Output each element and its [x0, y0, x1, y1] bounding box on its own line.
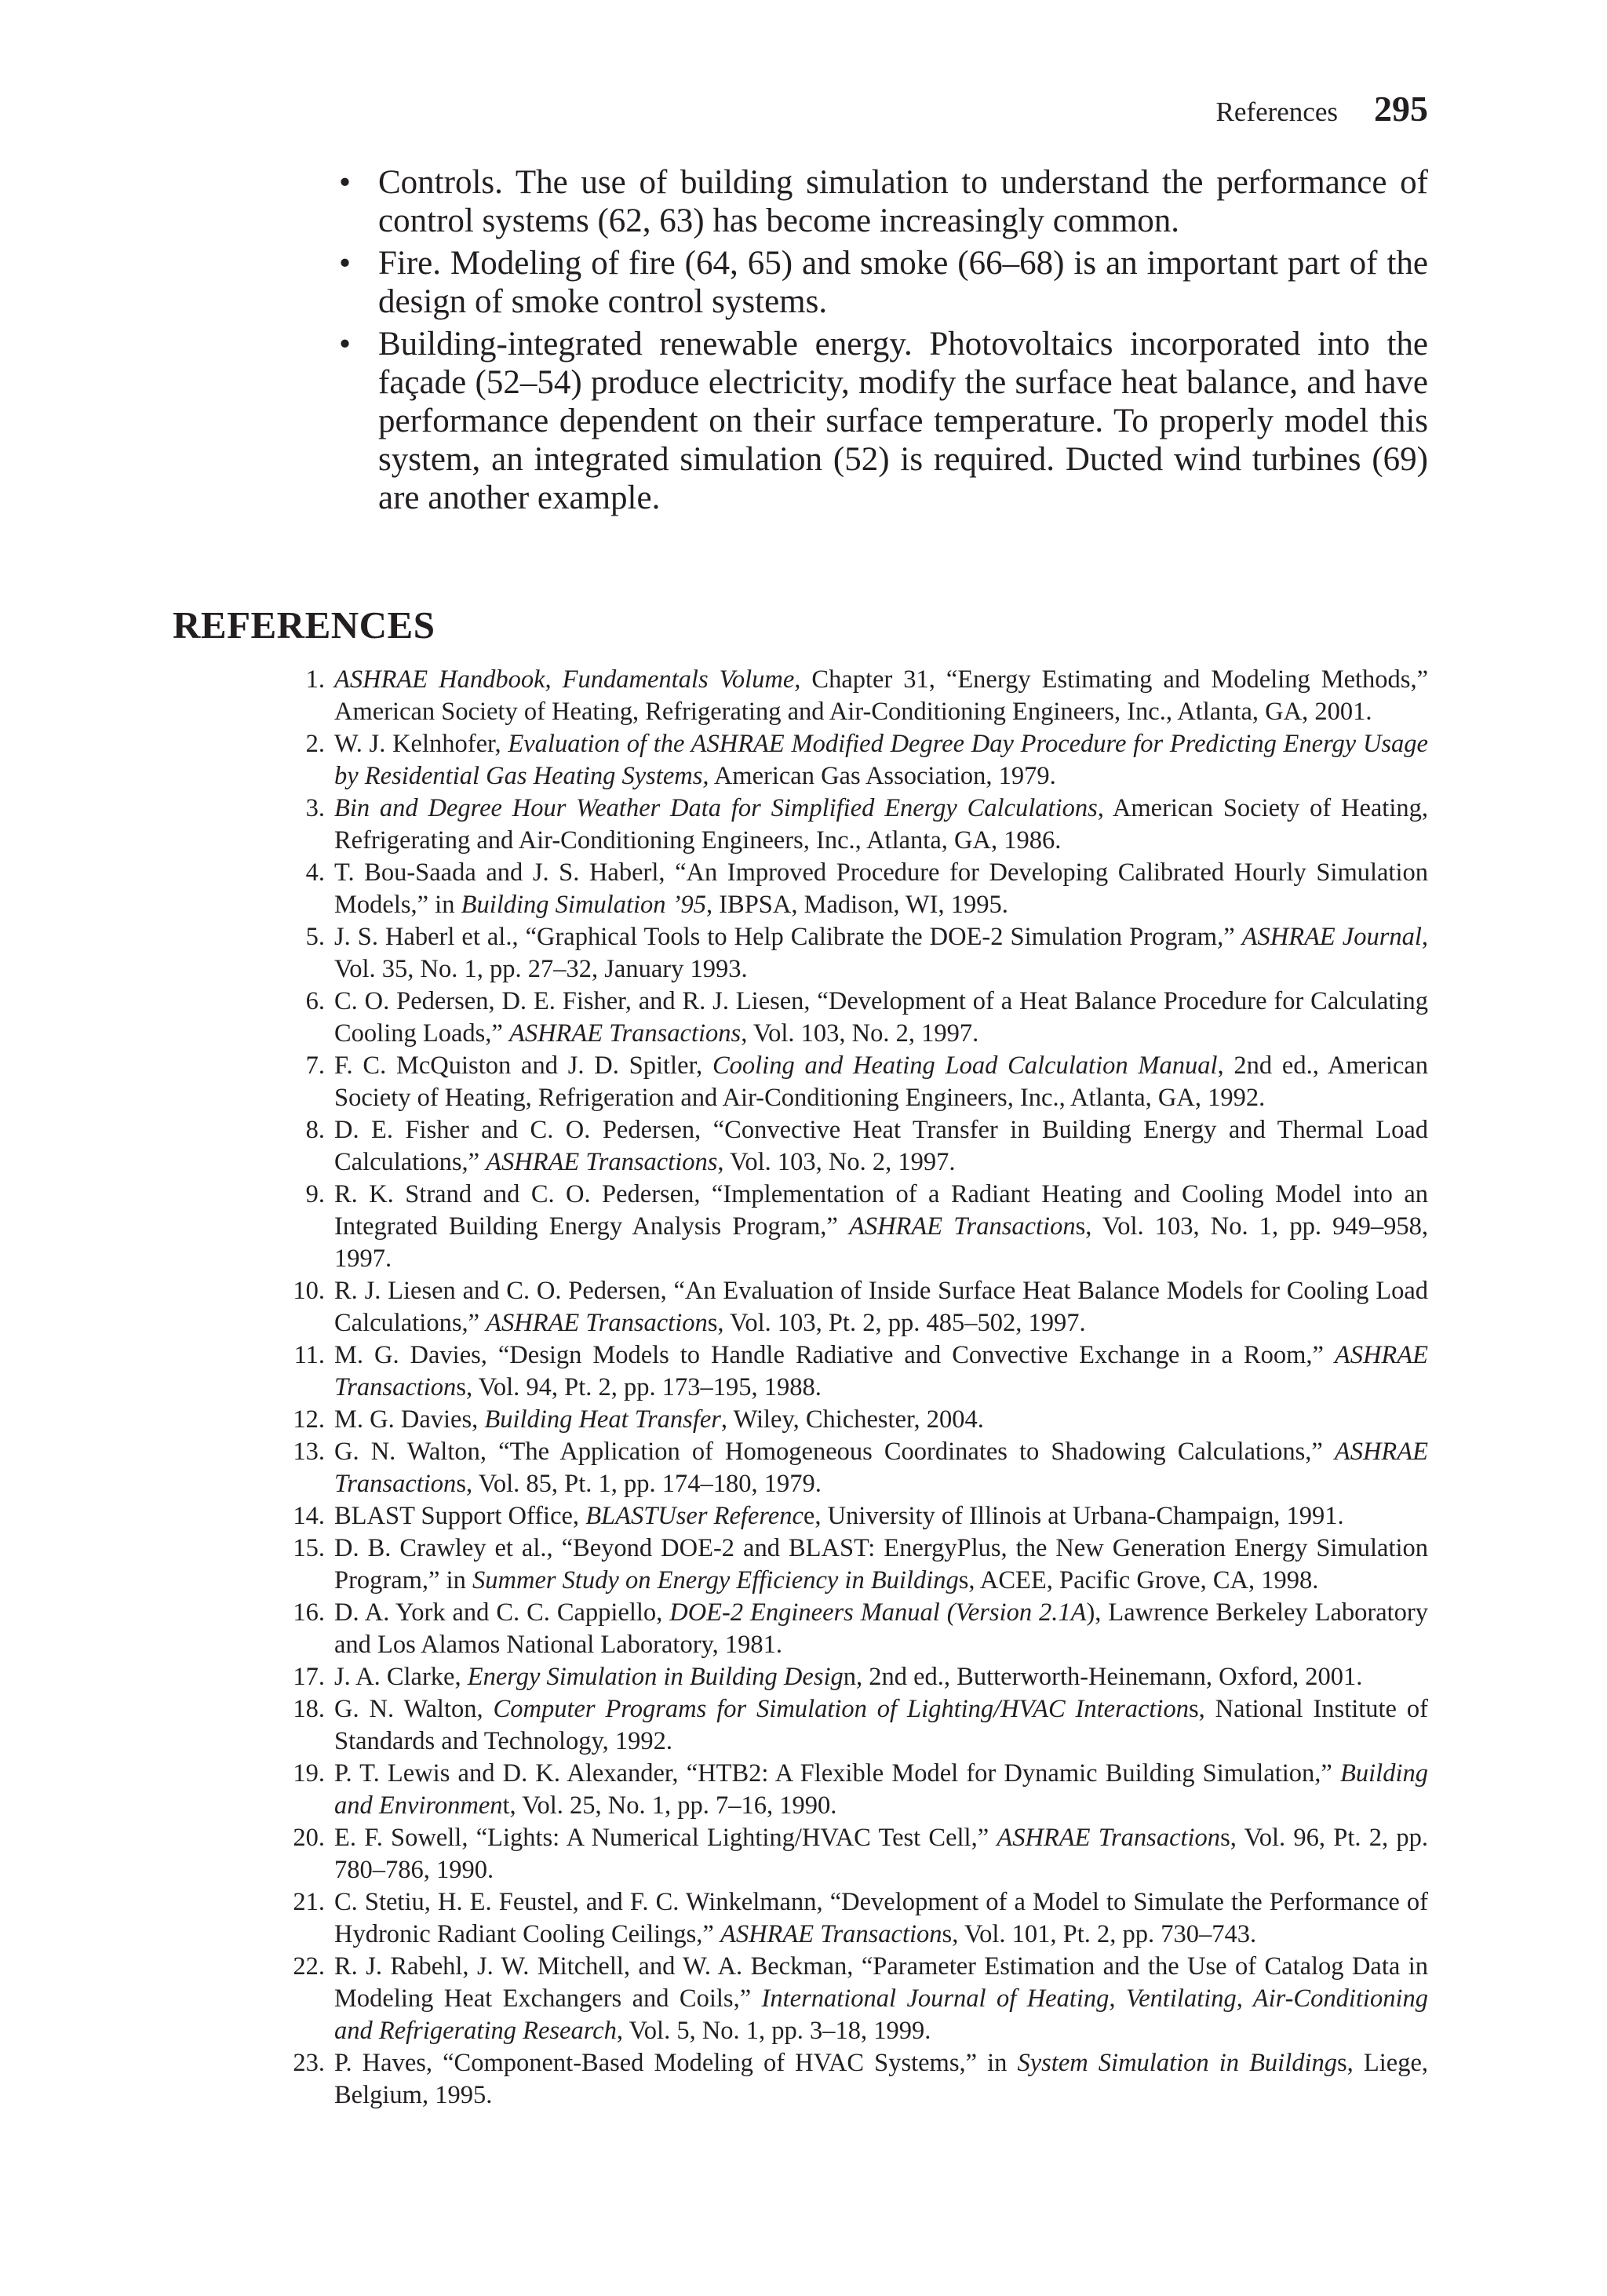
reference-text: [334, 1952, 1428, 2045]
reference-text-segment: ), Lawrence Berkeley Laboratory and Los Alamos National Laboratory, 1981.: [334, 1598, 1428, 1659]
reference-title-italic: Energy Simulation in Building Desig: [467, 1663, 844, 1691]
reference-item: [279, 1500, 1428, 1532]
reference-item: [279, 1275, 1428, 1339]
reference-text-segment: , Vol. 35, No. 1, pp. 27–32, January 1993.: [334, 923, 1429, 983]
reference-number: 12.: [293, 1405, 325, 1434]
references-heading: REFERENCES: [173, 603, 435, 647]
reference-text-segment: G. N. Walton,: [334, 1695, 494, 1723]
reference-number: 4.: [305, 858, 325, 887]
reference-text: [334, 1824, 1428, 1884]
reference-title-italic: ASHRAE Transaction: [486, 1309, 708, 1337]
reference-text-segment: s, Liege, Belgium, 1995.: [334, 2049, 1428, 2109]
reference-text-segment: J. S. Haberl et al., “Graphical Tools to Help Calibrate the DOE-2 Simulation Program,”: [334, 923, 1242, 951]
reference-number: 19.: [293, 1759, 325, 1788]
reference-item: [279, 1404, 1428, 1436]
reference-text: [334, 1438, 1428, 1498]
reference-number: 20.: [293, 1824, 325, 1852]
reference-text: [334, 730, 1428, 790]
reference-text: [334, 1405, 984, 1434]
reference-text-segment: s, Vol. 103, Pt. 2, pp. 485–502, 1997.: [707, 1309, 1086, 1337]
reference-text-segment: , 2nd ed., American Society of Heating, Refrigeration and Air-Conditioning Engineers, Inc., Atlanta, GA, 1992.: [334, 1051, 1428, 1112]
reference-item: [279, 1532, 1428, 1597]
reference-item: [279, 793, 1428, 857]
bullet-list: [337, 163, 1428, 521]
reference-title-italic: International Journal of Heating, Ventilating, Air-Conditioning and Refrigerating Research,: [334, 1984, 1428, 2045]
reference-text: [334, 1277, 1428, 1337]
reference-text: [334, 923, 1428, 983]
reference-text-segment: , Vol. 103, No. 2, 1997.: [717, 1148, 956, 1176]
reference-number: 15.: [293, 1534, 325, 1562]
reference-number: 9.: [305, 1180, 325, 1208]
reference-title-italic: ASHRAE Transaction: [848, 1212, 1076, 1241]
reference-item: [279, 1114, 1428, 1179]
bullet-item: [337, 163, 1428, 240]
reference-title-italic: Building Heat Transfer: [484, 1405, 721, 1434]
reference-number: 10.: [293, 1277, 325, 1305]
reference-number: 1.: [305, 665, 325, 694]
reference-title-italic: Cooling and Heating Load Calculation Manual: [712, 1051, 1218, 1080]
reference-text-segment: s, Vol. 94, Pt. 2, pp. 173–195, 1988.: [456, 1373, 822, 1401]
bullet-item: [337, 244, 1428, 321]
reference-number: 2.: [305, 730, 325, 758]
reference-title-italic: ASHRAE Transactions: [486, 1148, 718, 1176]
running-head: [1216, 88, 1428, 129]
reference-number: 6.: [305, 987, 325, 1015]
reference-text-segment: , Vol. 103, No. 2, 1997.: [741, 1019, 979, 1048]
reference-title-italic: ASHRAE Transactions: [508, 1019, 742, 1048]
bullet-marker: •: [339, 164, 352, 201]
reference-text-segment: , Wiley, Chichester, 2004.: [720, 1405, 984, 1434]
reference-text-segment: D. E. Fisher and C. O. Pedersen, “Convective Heat Transfer in Building Energy and Thermal Load Calculations,”: [334, 1116, 1428, 1176]
reference-text-segment: D. A. York and C. C. Cappiello,: [334, 1598, 670, 1627]
reference-text-segment: e, University of Illinois at Urbana-Champaign, 1991.: [803, 1502, 1344, 1530]
reference-number: 16.: [293, 1598, 325, 1627]
reference-text: [334, 1695, 1428, 1755]
reference-title-italic: ASHRAE Transaction: [997, 1824, 1221, 1852]
reference-text: [334, 858, 1428, 919]
reference-text-segment: G. N. Walton, “The Application of Homogeneous Coordinates to Shadowing Calculations,”: [334, 1438, 1335, 1466]
reference-item: [279, 1758, 1428, 1822]
reference-item: [279, 1951, 1428, 2047]
reference-text-segment: s, ACEE, Pacific Grove, CA, 1998.: [958, 1566, 1319, 1594]
reference-text: [334, 1116, 1428, 1176]
reference-text-segment: P. T. Lewis and D. K. Alexander, “HTB2: A Flexible Model for Dynamic Building Simulation,”: [334, 1759, 1341, 1788]
reference-number: 14.: [293, 1502, 325, 1530]
reference-text: [334, 1598, 1428, 1659]
reference-title-italic: ASHRAE Transaction: [334, 1341, 1428, 1401]
reference-item: [279, 1822, 1428, 1886]
reference-text-segment: Vol. 5, No. 1, pp. 3–18, 1999.: [622, 2017, 931, 2045]
reference-text: [334, 1341, 1428, 1401]
reference-text-segment: F. C. McQuiston and J. D. Spitler,: [334, 1051, 712, 1080]
reference-number: 23.: [293, 2049, 325, 2077]
reference-text-segment: E. F. Sowell, “Lights: A Numerical Lighting/HVAC Test Cell,”: [334, 1824, 997, 1852]
reference-text: [334, 1759, 1428, 1820]
reference-text-segment: s, Vol. 85, Pt. 1, pp. 174–180, 1979.: [456, 1470, 822, 1498]
reference-text-segment: D. B. Crawley et al., “Beyond DOE-2 and BLAST: EnergyPlus, the New Generation Energy Simulation Program,” in: [334, 1534, 1428, 1594]
reference-text: [334, 1663, 1362, 1691]
reference-text-segment: R. J. Rabehl, J. W. Mitchell, and W. A. Beckman, “Parameter Estimation and the Use of Catalog Data in Modeling Heat Exchangers and Coils,”: [334, 1952, 1428, 2013]
reference-title-italic: Building Simulation ’95: [461, 891, 706, 919]
reference-text: [334, 794, 1428, 855]
reference-text: [334, 1502, 1344, 1530]
reference-title-italic: BLASTUser Referenc: [585, 1502, 804, 1530]
reference-title-italic: ASHRAE Transaction: [720, 1920, 942, 1948]
reference-item: [279, 728, 1428, 793]
reference-text-segment: T. Bou-Saada and J. S. Haberl, “An Improved Procedure for Developing Calibrated Hourly Simulation Models,” in: [334, 858, 1428, 919]
reference-text-segment: s, Vol. 103, No. 1, pp. 949–958, 1997.: [334, 1212, 1428, 1273]
running-head-section: References: [1215, 97, 1338, 127]
reference-title-italic: Bin and Degree Hour Weather Data for Simplified Energy Calculations: [334, 794, 1098, 822]
reference-number: 17.: [293, 1663, 325, 1691]
reference-text: [334, 1888, 1428, 1948]
reference-text-segment: M. G. Davies,: [334, 1405, 485, 1434]
reference-number: 7.: [305, 1051, 325, 1080]
reference-item: [279, 2047, 1428, 2112]
reference-text: [334, 2049, 1428, 2109]
reference-text-segment: R. K. Strand and C. O. Pedersen, “Implementation of a Radiant Heating and Cooling Model into an Integrated Building Energy Analysis Program,”: [334, 1180, 1428, 1241]
reference-item: [279, 1886, 1428, 1951]
reference-number: 13.: [293, 1438, 325, 1466]
reference-item: [279, 1179, 1428, 1275]
reference-number: 22.: [293, 1952, 325, 1981]
reference-number: 11.: [293, 1341, 325, 1369]
reference-title-italic: ASHRAE Handbook, Fundamentals Volume,: [334, 665, 801, 694]
reference-item: [279, 857, 1428, 921]
reference-text-segment: t, Vol. 25, No. 1, pp. 7–16, 1990.: [502, 1791, 837, 1820]
reference-text-segment: s, National Institute of Standards and Technology, 1992.: [334, 1695, 1428, 1755]
reference-text-segment: M. G. Davies, “Design Models to Handle Radiative and Convective Exchange in a Room,”: [334, 1341, 1335, 1369]
reference-item: [279, 1339, 1428, 1404]
reference-text-segment: R. J. Liesen and C. O. Pedersen, “An Evaluation of Inside Surface Heat Balance Models for Cooling Load Calculations,”: [334, 1277, 1428, 1337]
reference-text-segment: s, Vol. 101, Pt. 2, pp. 730–743.: [942, 1920, 1257, 1948]
reference-title-italic: ASHRAE Journal: [1241, 923, 1422, 951]
reference-text-segment: W. J. Kelnhofer,: [334, 730, 508, 758]
reference-text-segment: , American Society of Heating, Refrigerating and Air-Conditioning Engineers, Inc., Atlanta, GA, 1986.: [334, 794, 1428, 855]
reference-title-italic: Evaluation of the ASHRAE Modified Degree Day Procedure for Predicting Energy Usage by Residential Gas Heating Systems,: [334, 730, 1428, 790]
reference-title-italic: Summer Study on Energy Efficiency in Building: [472, 1566, 959, 1594]
reference-title-italic: System Simulation in Building: [1017, 2049, 1338, 2077]
bullet-text: Building-integrated renewable energy. Photovoltaics incorporated into the façade (52–54) produce electricity, modify the surface heat balance, and have performance dependent on their surface temperature. To properly model this system, an integrated simulation (52) is required. Ducted wind turbines (69) are another example.: [378, 326, 1428, 516]
reference-title-italic: Computer Programs for Simulation of Lighting/HVAC Interaction: [493, 1695, 1189, 1723]
reference-title-italic: DOE-2 Engineers Manual (Version 2.1A: [669, 1598, 1087, 1627]
reference-item: [279, 1436, 1428, 1500]
reference-title-italic: Building and Environmen: [334, 1759, 1428, 1820]
reference-text: [334, 1051, 1428, 1112]
reference-item: [279, 1050, 1428, 1114]
reference-item: [279, 1693, 1428, 1758]
bullet-text: Controls. The use of building simulation to understand the performance of control systems (62, 63) has become increasingly common.: [378, 164, 1428, 239]
reference-item: [279, 1597, 1428, 1661]
reference-text-segment: , IBPSA, Madison, WI, 1995.: [705, 891, 1008, 919]
reference-title-italic: ASHRAE Transaction: [334, 1438, 1428, 1498]
reference-text-segment: Chapter 31, “Energy Estimating and Modeling Methods,” American Society of Heating, Refrigerating and Air-Conditioning Engineers, Inc., Atlanta, GA, 2001.: [334, 665, 1429, 726]
reference-text: [334, 1534, 1428, 1594]
reference-text-segment: C. Stetiu, H. E. Feustel, and F. C. Winkelmann, “Development of a Model to Simulate the Performance of Hydronic Radiant Cooling Ceilings,”: [334, 1888, 1428, 1948]
reference-text-segment: BLAST Support Office,: [334, 1502, 586, 1530]
bullet-marker: •: [339, 245, 352, 282]
reference-text: [334, 987, 1428, 1048]
reference-text-segment: s, Vol. 96, Pt. 2, pp. 780–786, 1990.: [334, 1824, 1428, 1884]
reference-text-segment: P. Haves, “Component-Based Modeling of HVAC Systems,” in: [334, 2049, 1018, 2077]
reference-number: 21.: [293, 1888, 325, 1916]
reference-number: 5.: [305, 923, 325, 951]
reference-number: 3.: [305, 794, 325, 822]
reference-item: [279, 921, 1428, 986]
bullet-item: [337, 325, 1428, 517]
reference-item: [279, 1661, 1428, 1693]
reference-text-segment: C. O. Pedersen, D. E. Fisher, and R. J. Liesen, “Development of a Heat Balance Procedure for Calculating Cooling Loads,”: [334, 987, 1428, 1048]
reference-text-segment: J. A. Clarke,: [334, 1663, 468, 1691]
reference-text-segment: n, 2nd ed., Butterworth-Heinemann, Oxford, 2001.: [843, 1663, 1363, 1691]
reference-text-segment: American Gas Association, 1979.: [709, 762, 1056, 790]
reference-number: 8.: [305, 1116, 325, 1144]
reference-list: [279, 664, 1428, 2112]
bullet-marker: •: [339, 326, 352, 363]
reference-text: [334, 665, 1428, 726]
bullet-text: Fire. Modeling of fire (64, 65) and smoke (66–68) is an important part of the design of smoke control systems.: [378, 245, 1428, 320]
reference-item: [279, 664, 1428, 728]
reference-number: 18.: [293, 1695, 325, 1723]
page-number: 295: [1374, 89, 1428, 129]
reference-text: [334, 1180, 1428, 1273]
reference-item: [279, 986, 1428, 1050]
